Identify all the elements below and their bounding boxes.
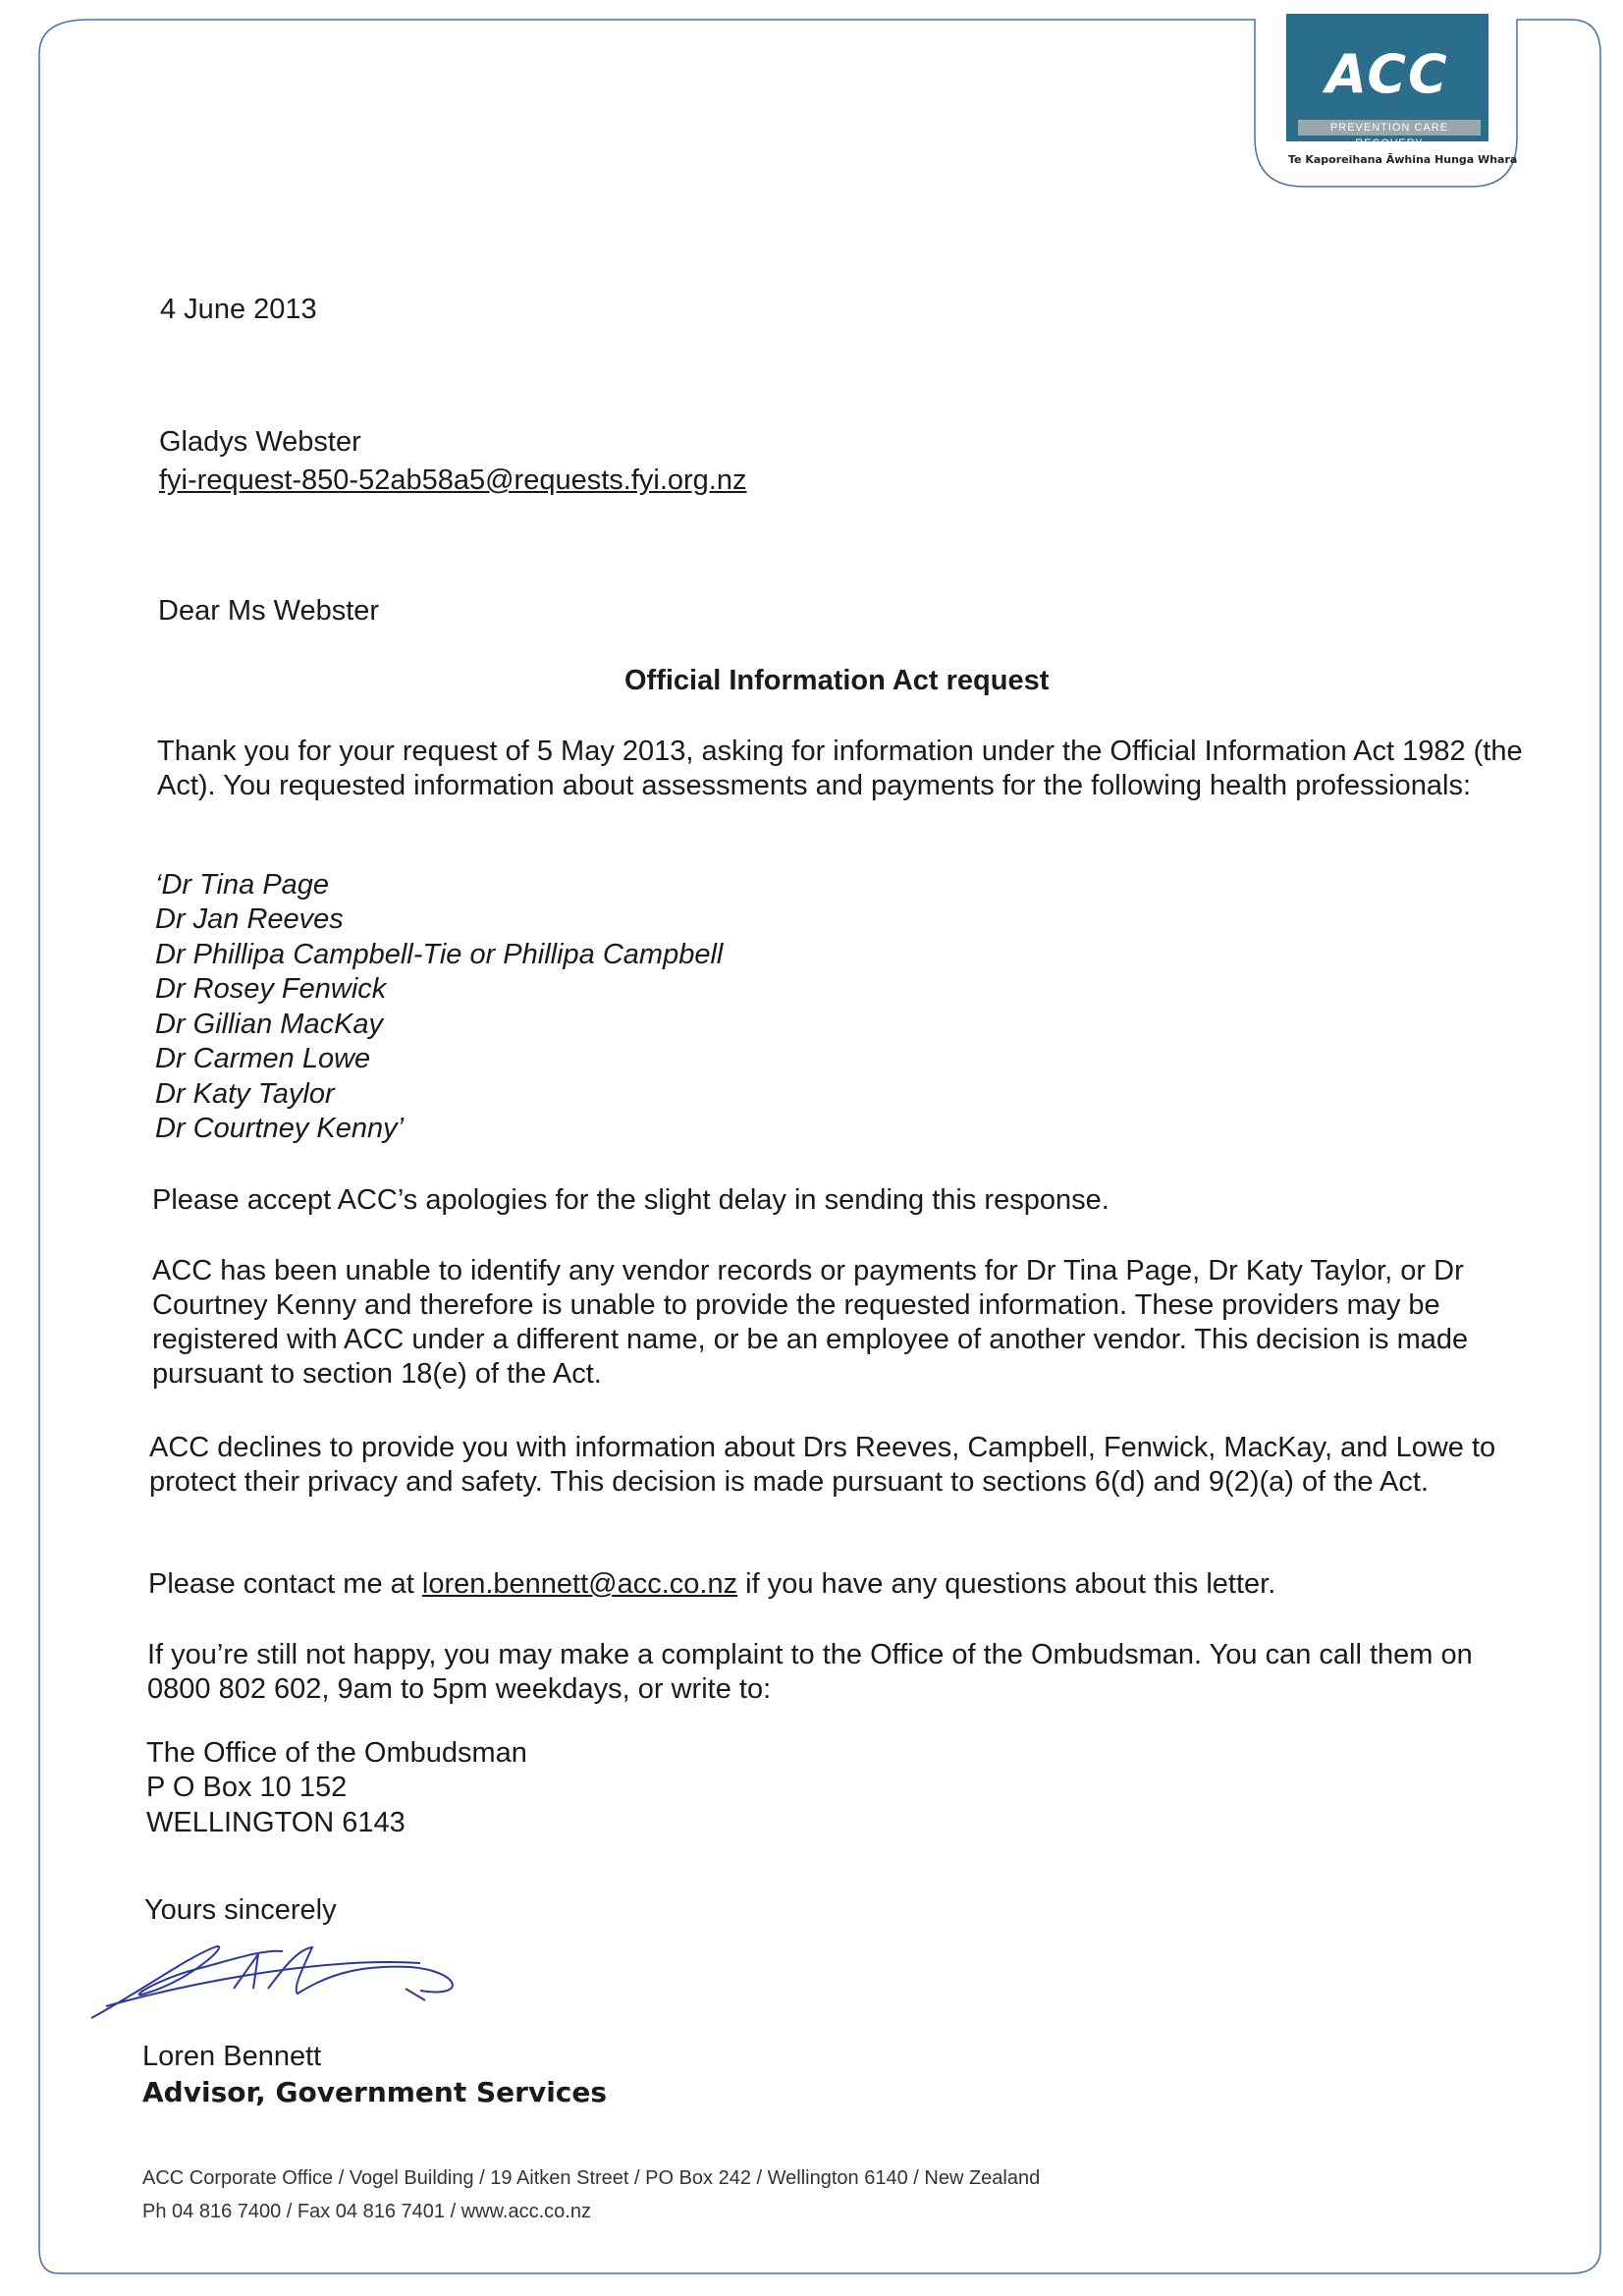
address-line: WELLINGTON 6143 [146, 1807, 406, 1838]
name-list-item: Dr Gillian MacKay [155, 1009, 384, 1040]
logo-strip: PREVENTION CARE RECOVERY [1298, 120, 1481, 136]
salutation: Dear Ms Webster [158, 595, 380, 627]
subject-heading: Official Information Act request [624, 665, 1050, 696]
unable-paragraph: ACC has been unable to identify any vendor records or payments for Dr Tina Page, Dr Katy Taylor, or Dr Courtney Kenny and therefore is unable to provide the requested information. These providers may be registered with ACC under a different name, or be an employee of another vendor. This decision is made pursuant to section 18(e) of the Act. [152, 1255, 1469, 1390]
name-list-item: Dr Carmen Lowe [155, 1043, 371, 1074]
letter-date: 4 June 2013 [160, 294, 317, 325]
apology-paragraph: Please accept ACC’s apologies for the slight delay in sending this response. [152, 1184, 1109, 1216]
contact-paragraph [148, 1567, 1275, 1602]
name-list-item: Dr Courtney Kenny’ [155, 1113, 405, 1144]
declines-paragraph: ACC declines to provide you with information about Drs Reeves, Campbell, Fenwick, MacKay, and Lowe to protect their privacy and safety. This decision is made pursuant to sections 6(d) and 9(2)(a) of the Act. [149, 1432, 1496, 1498]
signer-name: Loren Bennett [142, 2041, 322, 2072]
name-list-item: Dr Rosey Fenwick [155, 973, 387, 1005]
acc-logo [1286, 14, 1488, 149]
name-list-item: Dr Jan Reeves [155, 903, 344, 935]
footer-contact: Ph 04 816 7400 / Fax 04 816 7401 / www.acc.co.nz [142, 2201, 591, 2222]
contact-text-before: Please contact me at [148, 1568, 422, 1600]
name-list-item: ‘Dr Tina Page [155, 869, 330, 901]
name-list-item: Dr Phillipa Campbell-Tie or Phillipa Campbell [155, 939, 724, 970]
contact-email-link[interactable]: loren.bennett@acc.co.nz [421, 1568, 738, 1600]
name-list-item: Dr Katy Taylor [155, 1078, 335, 1110]
recipient-name: Gladys Webster [159, 426, 361, 458]
contact-text-after: if you have any questions about this letter. [737, 1568, 1276, 1600]
ombudsman-paragraph: If you’re still not happy, you may make a complaint to the Office of the Ombudsman. You can call them on 0800 802 602, 9am to 5pm weekdays, or write to: [147, 1639, 1473, 1705]
address-line: P O Box 10 152 [146, 1772, 348, 1803]
logo-tagline: Te Kaporeihana Āwhina Hunga Whara [1288, 153, 1518, 166]
intro-paragraph: Thank you for your request of 5 May 2013, asking for information under the Official Information Act 1982 (the Act). You requested information about assessments and payments for the following health professionals: [157, 736, 1523, 801]
footer-address: ACC Corporate Office / Vogel Building / 19 Aitken Street / PO Box 242 / Wellington 6140 / New Zealand [142, 2167, 1041, 2189]
recipient-email[interactable]: fyi-request-850-52ab58a5@requests.fyi.org.nz [159, 465, 747, 496]
closing: Yours sincerely [144, 1894, 337, 1926]
acc-wordmark: ACC [1325, 43, 1449, 105]
handwritten-signature [86, 1920, 548, 2038]
address-line: The Office of the Ombudsman [146, 1737, 527, 1769]
signer-title: Advisor, Government Services [142, 2076, 608, 2108]
